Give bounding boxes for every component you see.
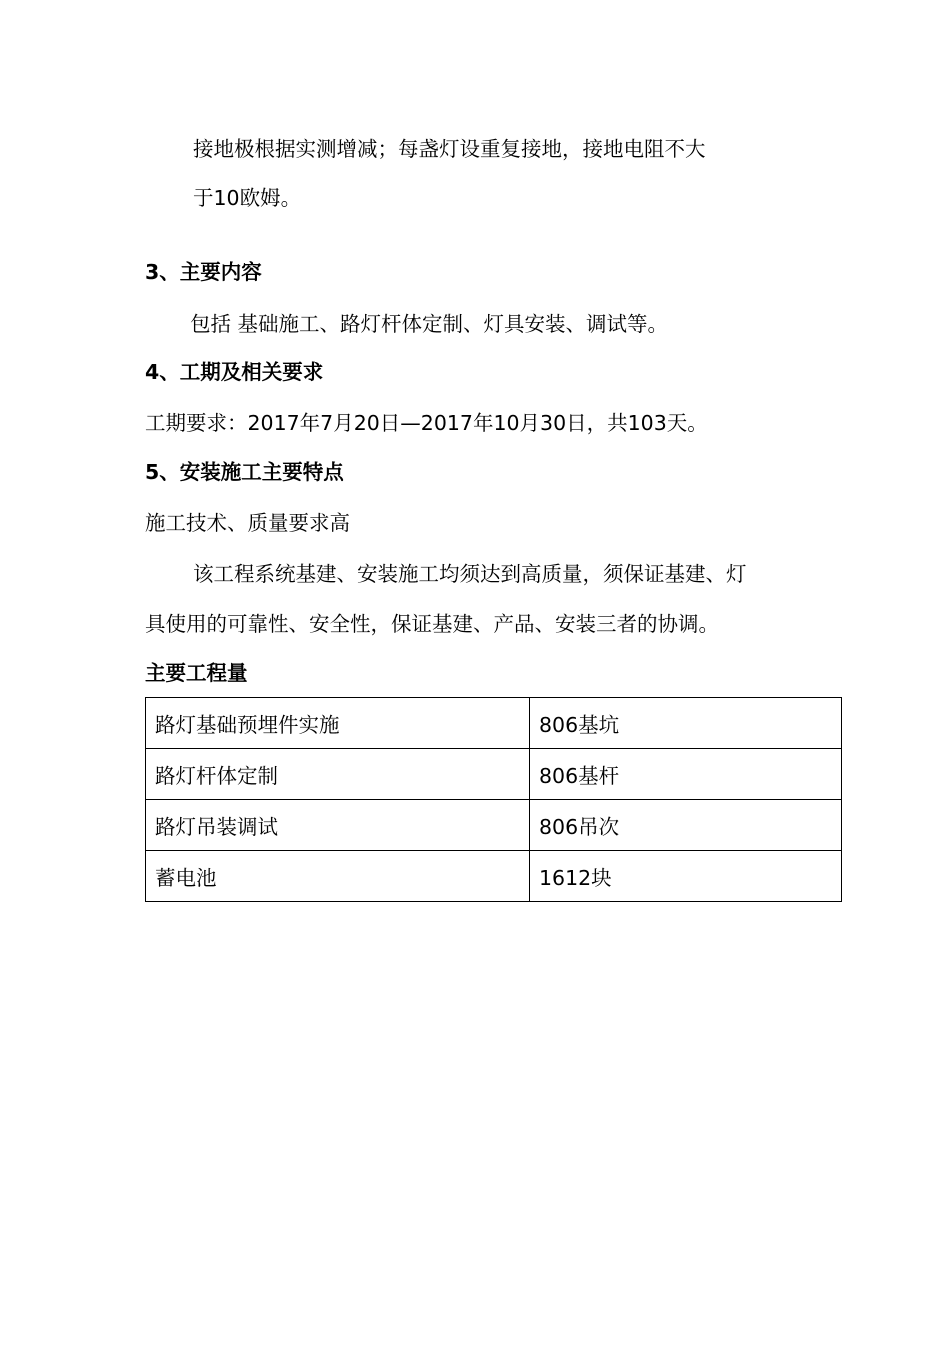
section-heading-4: 4、工期及相关要求 — [145, 360, 324, 384]
section-heading-3: 3、主要内容 — [145, 260, 262, 284]
schedule-paragraph: 工期要求：2017年7月20日—2017年10月30日，共103天。 — [145, 411, 708, 435]
table-title: 主要工程量 — [145, 661, 248, 685]
table-row — [146, 851, 842, 902]
table-cell-qty: 1612块 — [530, 851, 842, 902]
table-cell-qty: 806吊次 — [530, 800, 842, 851]
section-heading-5: 5、安装施工主要特点 — [145, 460, 344, 484]
ground-paragraph-line-2: 于10欧姆。 — [193, 186, 302, 210]
main-content-paragraph: 包括 基础施工、路灯杆体定制、灯具安装、调试等。 — [190, 312, 669, 336]
table-row — [146, 698, 842, 749]
table-row — [146, 749, 842, 800]
table-cell-qty: 806基杆 — [530, 749, 842, 800]
table-row — [146, 800, 842, 851]
feature-paragraph-line-1: 该工程系统基建、安装施工均须达到高质量，须保证基建、灯 — [193, 562, 747, 586]
ground-paragraph-line-1: 接地极根据实测增减；每盏灯设重复接地，接地电阻不大 — [193, 137, 706, 161]
table-cell-item: 路灯基础预埋件实施 — [146, 698, 530, 749]
table-cell-item: 路灯吊装调试 — [146, 800, 530, 851]
table-cell-item: 蓄电池 — [146, 851, 530, 902]
feature-paragraph-line-2: 具使用的可靠性、安全性，保证基建、产品、安装三者的协调。 — [145, 612, 719, 636]
quantities-table — [145, 697, 842, 902]
table-cell-qty: 806基坑 — [530, 698, 842, 749]
feature-title: 施工技术、质量要求高 — [145, 511, 350, 535]
table-cell-item: 路灯杆体定制 — [146, 749, 530, 800]
